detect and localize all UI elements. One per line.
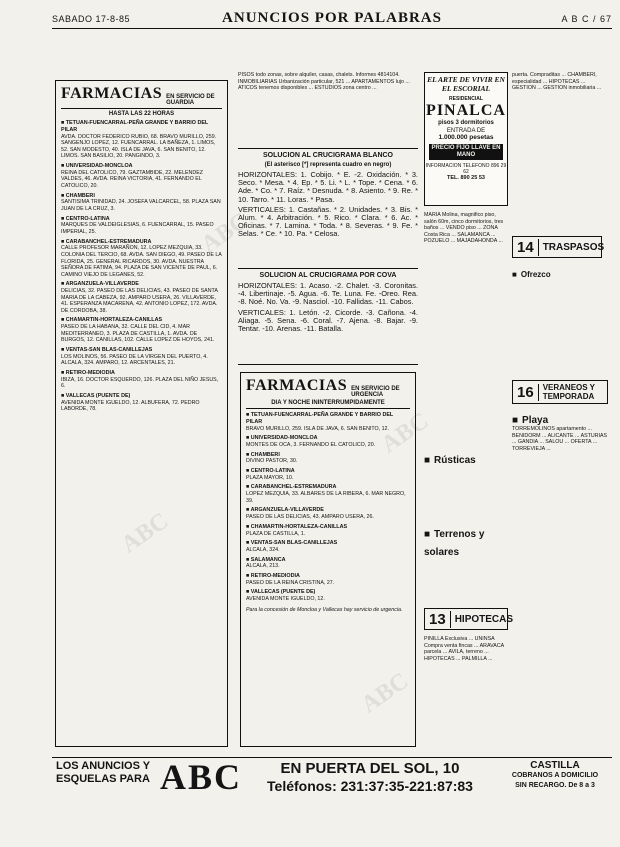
zone-item: [246, 507, 410, 520]
pinalca-brand: PINALCA: [426, 102, 506, 119]
footer-right-title: CASTILLA: [530, 760, 580, 771]
header-date: SABADO 17-8-85: [52, 14, 131, 24]
zone-item: [246, 540, 410, 553]
crucigrama-blanco-solution: [238, 152, 418, 269]
zone-name: ■ VENTAS-SAN BLAS-CANILLEJAS: [61, 347, 222, 354]
zone-addresses: AVENIDA MONTE IGUELDO, 12.: [246, 596, 325, 603]
classified-text: PINILLA Exclusiva ... UNINSA Compra venta fincas ... ARAVACA parcela ... AVILA, terreno ... HIPOTECAS ... PALMILLA ...: [424, 636, 504, 662]
zone-name: ■ CHAMBERI: [61, 193, 222, 200]
crucigrama-blanco-subtitle: (El asterisco [*] representa cuadro en negro): [264, 162, 392, 168]
abc-watermark: ABC: [196, 207, 254, 259]
section-traspasos-number: 14: [513, 239, 539, 256]
zone-name: ■ CHAMARTIN-HORTALEZA-CANILLAS: [61, 317, 222, 324]
section-hipotecas-label: HIPOTECAS: [454, 613, 514, 625]
zone-addresses: REINA DEL CATOLICO, 79. GAZTAMBIDE, 22. MELENDEZ VALDES, 46. AVDA. REINA VICTORIA, 41. FERNANDO EL CATOLICO, 20.: [61, 169, 203, 189]
zone-item: [246, 468, 410, 481]
crucigrama-cova-verticales: VERTICALES: 1. Letón. -2. Cicorde. -3. Cañona. -4. Aliaga. -5. Sena. -6. Coral. -7. Ajena. -8. Bajar. -9. Tentar. -10. Arenas. -11. Batalla.: [238, 307, 418, 334]
zone-name: ■ ARGANZUELA-VILLAVERDE: [246, 507, 410, 514]
zone-name: ■ SALAMANCA: [246, 557, 410, 564]
section-veraneos-label: VERANEOS Y TEMPORADA: [542, 383, 595, 401]
crucigrama-blanco-verticales: VERTICALES: 1. Castañas. * 2. Unidades. * 3. Bis. * Alum. * 4. Arbitración. * 5. Rico. * Clara. * 6. Ac. * Oficinas. * 7. Lamina. * Toda. * 8. Severas. * 9. Fe. * Selas. * Ce. * 10. Pa. * Celosa.: [238, 204, 418, 239]
zone-name: ■ CARABANCHEL-ESTREMADURA: [61, 239, 222, 246]
section-veraneos-box: [512, 380, 608, 404]
zone-addresses: LOS MOLINOS, 56. PASEO DE LA VIRGEN DEL PUERTO, 4. ALCALA, 324. AMPARO, 12. ARCENTALES, 21.: [61, 353, 208, 367]
farmacias-zone-list: [61, 120, 222, 413]
zone-item: [246, 524, 410, 537]
page-header: [52, 12, 612, 29]
section-traspasos-label: TRASPASOS: [542, 241, 605, 253]
zone-item: [246, 557, 410, 570]
footer-abc-logo: ABC: [160, 757, 243, 797]
zone-name: ■ RETIRO-MEDIODIA: [246, 573, 410, 580]
footer-right-subtitle: COBRANOS A DOMICILIO: [511, 772, 599, 779]
zone-item: [246, 484, 410, 504]
abc-watermark: ABC: [376, 407, 434, 459]
zone-addresses: PLAZA DE CASTILLA, 1.: [246, 530, 306, 537]
zone-item: [246, 589, 410, 602]
zone-name: ■ VALLECAS (PUENTE DE): [61, 393, 222, 400]
section-playa-icon: ■: [512, 415, 519, 426]
zone-item: [61, 163, 222, 190]
crucigrama-cova-solution: [238, 272, 418, 365]
zone-name: ■ CHAMARTIN-HORTALEZA-CANILLAS: [246, 524, 410, 531]
section-hipotecas-number: 13: [425, 611, 451, 628]
abc-watermark: ABC: [116, 507, 174, 559]
classified-text: PISOS todo zonas, sobre alquiler, casas, chalets. Informes 4814104. INMOBILIARIAS Urbanización particular, 521 ... APARTAMENTOS lujo ... ATICOS tenemos disponibles ... ESTUDIOS zona centro ...: [238, 72, 410, 92]
zone-addresses: ALCALA, 213.: [246, 563, 280, 570]
zone-name: ■ TETUAN-FUENCARRAL-PEÑA GRANDE Y BARRIO DEL PILAR: [246, 412, 410, 426]
farmacias-subtitle: EN SERVICIO DE GUARDIA: [166, 94, 215, 106]
section-terrenos-heading: [424, 524, 508, 560]
header-page-number: A B C / 67: [561, 14, 612, 24]
zone-addresses: AVENIDA MONTE IGUELDO, 12. ALBUFERA, 72. PEDRO LABORDE, 78.: [61, 399, 200, 413]
crucigrama-cova-title: SOLUCION AL CRUCIGRAMA POR COVA: [259, 272, 397, 279]
footer-phones: Teléfonos: 231:37:35-221:87:83: [267, 778, 473, 794]
zone-name: ■ UNIVERSIDAD-MONCLOA: [246, 435, 410, 442]
zone-item: [246, 452, 410, 465]
crucigrama-blanco-horizontales: HORIZONTALES: 1. Cobijo. * E. -2. Oxidación. * 3. Seco. * Mesa. * 4. Ep. * 5. Li. * L. * Tope. * Cena. * 6. Ade. * Co. * 7. Raíz. * Desnuda. * 8. Asiento. * 9. Re. * 10. Tarro. * 11. Loras. * Pasa.: [238, 170, 418, 204]
zone-name: ■ CARABANCHEL-ESTREMADURA: [246, 484, 410, 491]
section-rusticas-icon: ■: [424, 455, 431, 466]
classifieds-column4-top: [512, 72, 608, 228]
zone-addresses: LOPEZ MEZQUIA, 33. ALBARES DE LA RIBERA, 6. MAR NEGRO, 39.: [246, 491, 406, 504]
footer-address: EN PUERTA DEL SOL, 10: [280, 760, 460, 777]
zone-item: [61, 347, 222, 367]
pinalca-residencial-label: RESIDENCIAL: [449, 96, 483, 102]
zone-item: [61, 120, 222, 160]
zone-name: ■ CENTRO-LATINA: [61, 216, 222, 223]
zone-addresses: PLAZA MAYOR, 10.: [246, 474, 294, 481]
zone-addresses: MARQUES DE VALDEIGLESIAS, 6. FUENCARRAL, 15. PASEO IMPERIAL, 25.: [61, 222, 214, 235]
section-terrenos-icon: ■: [424, 529, 431, 540]
section-ofrezco-heading: [512, 264, 551, 282]
pinalca-top-text: EL ARTE DE VIVIR EN EL ESCORIAL: [427, 75, 505, 93]
zone-name: ■ RETIRO-MEDIODIA: [61, 370, 222, 377]
pinalca-sub: pisos 3 dormitorios: [438, 120, 494, 126]
section-terrenos-label: Terrenos y solares: [424, 529, 485, 558]
zone-item: [61, 370, 222, 390]
zone-item: [246, 412, 410, 432]
section-rusticas-heading: [424, 450, 476, 468]
footer-right-hours-text: De 8 a 3: [568, 782, 595, 789]
zone-item: [246, 573, 410, 586]
footer-left-text: LOS ANUNCIOS Y ESQUELAS PARA: [56, 760, 150, 785]
pinalca-entrada-label: ENTRADA DE: [446, 128, 486, 134]
abc-watermark: ABC: [356, 667, 414, 719]
section-ofrezco-icon: ■: [512, 270, 517, 279]
zone-name: ■ TETUAN-FUENCARRAL-PEÑA GRANDE Y BARRIO DEL PILAR: [61, 120, 222, 134]
farmacias-urgencia-title: FARMACIAS: [246, 377, 348, 394]
zone-addresses: PASEO DE LAS DELICIAS, 43. AMPARO USERA, 26.: [246, 514, 374, 521]
section-ofrezco-label: Ofrezco: [520, 270, 551, 279]
zone-addresses: ALCALA, 324.: [246, 546, 280, 553]
zone-item: [61, 281, 222, 314]
crucigrama-blanco-title: SOLUCION AL CRUCIGRAMA BLANCO: [262, 152, 393, 159]
zone-item: [61, 216, 222, 236]
zone-addresses: DELICIAS, 32. PASEO DE LAS DELICIAS, 43. PASEO DE SANTA MARIA DE LA CABEZA, 92. AMPARO USERA, 26. VILLAVERDE, 41. ESPERANZA MACARENA, 42. ANTONIO LOPEZ, 172. AVDA. DE CORDOBA, 38.: [61, 288, 218, 314]
zone-addresses: AVDA. DOCTOR FEDERICO RUBIO, 68. BRAVO MURILLO, 259. SANGENJO LOPEZ, 12. FUENCARRAL. LA BAÑEZA, 1. LIMOS, 52. SAN MODESTO, 40. ISLA DE JAVA, 6. SAN BENITO, 12. LIMOS. SAN BASILIO, 20. PANGINDO, 3.: [61, 133, 217, 160]
zone-addresses: IBIZA, 16. DOCTOR ESQUERDO, 126. PLAZA DEL NIÑO JESUS, 6.: [61, 376, 219, 390]
classified-text: TORREMOLINOS apartamento ... BENIDORM ... ALICANTE ... ASTURIAS ... GANDIA ... SALOU ... OFERTA ... TORREVIEJA ...: [512, 426, 608, 452]
pinalca-phone: TEL. 890 25 53: [447, 175, 485, 181]
zone-item: [61, 193, 222, 213]
zone-item: [61, 317, 222, 344]
classifieds-column3-top: [424, 212, 508, 444]
zone-name: ■ VENTAS-SAN BLAS-CANILLEJAS: [246, 540, 410, 547]
footer-right-subtitle-2: SIN RECARGO.: [515, 782, 567, 789]
classified-text: MARIA Molina, magnifico piso, salón 60m, cinco dormitorios, tres baños ... VENDO piso ... ZONA Costa Rica ... SALAMANCA ... POZUELO ... MAJADAHONDA ...: [424, 212, 504, 245]
zone-addresses: SANTISIMA TRINIDAD, 24. JOSEFA VALCARCEL, 58. PLAZA SAN JUAN DE LA CRUZ, 3.: [61, 199, 221, 212]
farmacias-title: FARMACIAS: [61, 85, 163, 102]
zone-name: ■ VALLECAS (PUENTE DE): [246, 589, 410, 596]
section-rusticas-label: Rústicas: [434, 455, 476, 466]
zone-addresses: PASEO DE LA HABANA, 32. CALLE DEL CID, 4. MAR MEDITERRANEO, 3. PLAZA DE CASTILLA, 1. AVDA. DE BURGOS, 12. CANILLAS, 102. CALLE LOPEZ DE HOYOS, 241.: [61, 324, 215, 344]
classifieds-column3-bottom: [424, 636, 508, 748]
pinalca-info: INFORMACION TELEFONO 896 29 62: [425, 163, 507, 175]
zone-addresses: BRAVO MURILLO, 259. ISLA DE JAVA, 6. SAN BENITO, 12.: [246, 425, 389, 432]
farmacias-subtitle-2: HASTA LAS 22 HORAS: [108, 111, 175, 117]
pinalca-entrada: 1.000.000 pesetas: [438, 134, 494, 141]
zone-name: ■ UNIVERSIDAD-MONCLOA: [61, 163, 222, 170]
classified-text: puerta. Compraditas ... CHAMBERI, especialidad ... HIPOTECAS ... GESTION ... GESTION inmobiliaria ...: [512, 72, 602, 92]
page-footer: [52, 757, 612, 798]
classifieds-top-column2: [238, 72, 418, 149]
zone-item: [61, 239, 222, 279]
zone-name: ■ ARGANZUELA-VILLAVERDE: [61, 281, 222, 288]
section-playa-label: Playa: [522, 415, 549, 426]
farmacias-guardia-box: [55, 80, 228, 747]
section-veraneos-number: 16: [513, 384, 539, 401]
header-title: ANUNCIOS POR PALABRAS: [222, 10, 442, 26]
zone-addresses: DIVINO PASTOR, 30.: [246, 458, 298, 465]
farmacias-urgencia-subtitle: EN SERVICIO DE URGENCIA: [351, 386, 400, 398]
pinalca-llave: PRECIO FIJO LLAVE EN MANO: [429, 144, 503, 160]
zone-name: ■ CENTRO-LATINA: [246, 468, 410, 475]
zone-name: ■ CHAMBERI: [246, 452, 410, 459]
zone-addresses: PASEO DE LA REINA CRISTINA, 27.: [246, 579, 335, 586]
section-hipotecas-box: [424, 608, 514, 630]
section-traspasos-box: [512, 236, 605, 258]
crucigrama-cova-horizontales: HORIZONTALES: 1. Acaso. -2. Chalet. -3. Coronitas. -4. Libertinaje. -5. Agua. -6. Te. Luna. Fe. -Oreo. Rea. -8. Noé. No. Va. -9. Nasciol. -10. Fallidas. -11. Cabos.: [238, 281, 418, 307]
zone-item: [61, 393, 222, 413]
pinalca-advertisement: [424, 72, 508, 206]
farmacias-urgencia-note: Para la concesión de Moncloa y Vallecas hay servicio de urgencia.: [246, 606, 403, 613]
zone-addresses: CALLE PROFESOR MARAÑON, 12. LOPEZ MEZQUIA, 33. COLONIA DEL TERCIO, 68. AVDA. SAN DIEGO, 49. PASEO DE LA FLORIDA, 25. GENERAL RICARDOS, 30. AVDA. NUESTRA SEÑORA DE FATIMA, 94. PLAZA DE SAN VICENTE DE PAUL, 6. CAMINO VIEJO DE LEGANES, 52.: [61, 245, 222, 278]
zone-addresses: MONTES DE OCA, 3. FERNANDO EL CATOLICO, 20.: [246, 441, 376, 448]
classifieds-column4-bottom: [512, 426, 608, 748]
farmacias-urgencia-subtitle-2: DIA Y NOCHE ININTERRUMPIDAMENTE: [246, 400, 410, 409]
footer-right-hours: [500, 782, 610, 789]
